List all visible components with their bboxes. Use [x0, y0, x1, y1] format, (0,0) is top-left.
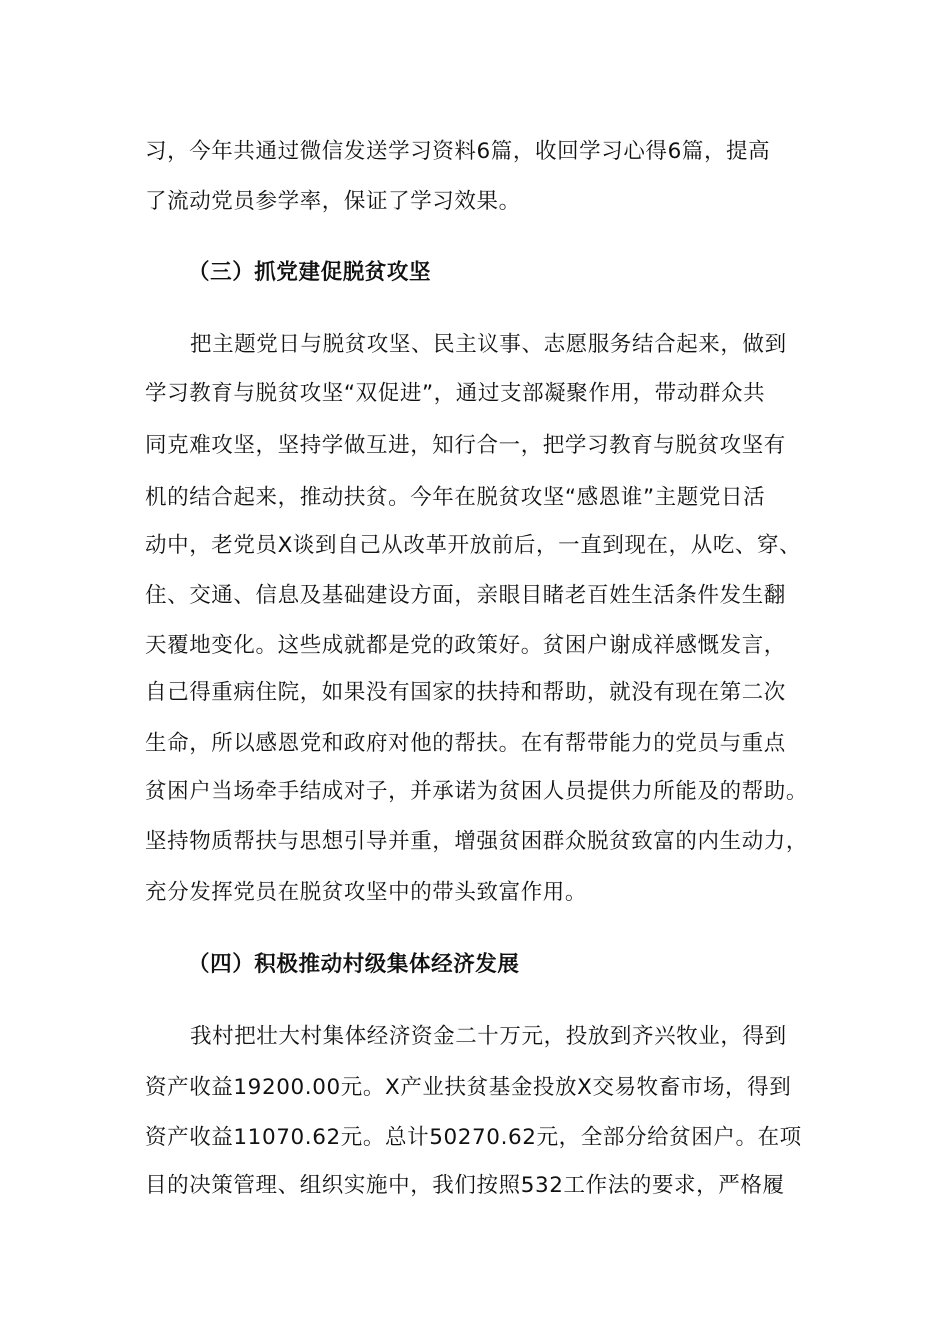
body-text-line: 自己得重病住院，如果没有国家的扶持和帮助，就没有现在第二次	[145, 680, 786, 705]
body-text-line: 充分发挥党员在脱贫攻坚中的带头致富作用。	[145, 880, 588, 905]
body-text-line: 习，今年共通过微信发送学习资料6篇，收回学习心得6篇，提高	[145, 139, 771, 164]
body-text-line: 目的决策管理、组织实施中，我们按照532工作法的要求，严格履	[145, 1173, 785, 1198]
body-text-line: 坚持物质帮扶与思想引导并重，增强贫困群众脱贫致富的内生动力，	[145, 829, 809, 854]
section-heading-3: （三）抓党建促脱贫攻坚	[188, 260, 432, 285]
body-text-line: 生命，所以感恩党和政府对他的帮扶。在有帮带能力的党员与重点	[145, 731, 786, 756]
body-text-line: 住、交通、信息及基础建设方面，亲眼目睹老百姓生活条件发生翻	[145, 583, 786, 608]
paragraph-first-line: 我村把壮大村集体经济资金二十万元，投放到齐兴牧业，得到	[190, 1024, 787, 1049]
body-text-line: 贫困户当场牵手结成对子，并承诺为贫困人员提供力所能及的帮助。	[145, 779, 809, 804]
body-text-line: 机的结合起来，推动扶贫。今年在脱贫攻坚“感恩谁”主题党日活	[145, 485, 766, 510]
body-text-line: 了流动党员参学率，保证了学习效果。	[145, 189, 521, 214]
body-text-line: 动中，老党员X谈到自己从改革开放前后，一直到现在，从吃、穿、	[145, 533, 802, 558]
body-text-line: 资产收益11070.62元。总计50270.62元，全部分给贫困户。在项	[145, 1125, 802, 1150]
body-text-line: 资产收益19200.00元。X产业扶贫基金投放X交易牧畜市场，得到	[145, 1075, 792, 1100]
paragraph-first-line: 把主题党日与脱贫攻坚、民主议事、志愿服务结合起来，做到	[190, 332, 787, 357]
body-text-line: 同克难攻坚，坚持学做互进，知行合一，把学习教育与脱贫攻坚有	[145, 433, 786, 458]
section-heading-4: （四）积极推动村级集体经济发展	[188, 952, 520, 977]
body-text-line: 天覆地变化。这些成就都是党的政策好。贫困户谢成祥感慨发言，	[145, 633, 786, 658]
body-text-line: 学习教育与脱贫攻坚“双促进”，通过支部凝聚作用，带动群众共	[145, 381, 766, 406]
